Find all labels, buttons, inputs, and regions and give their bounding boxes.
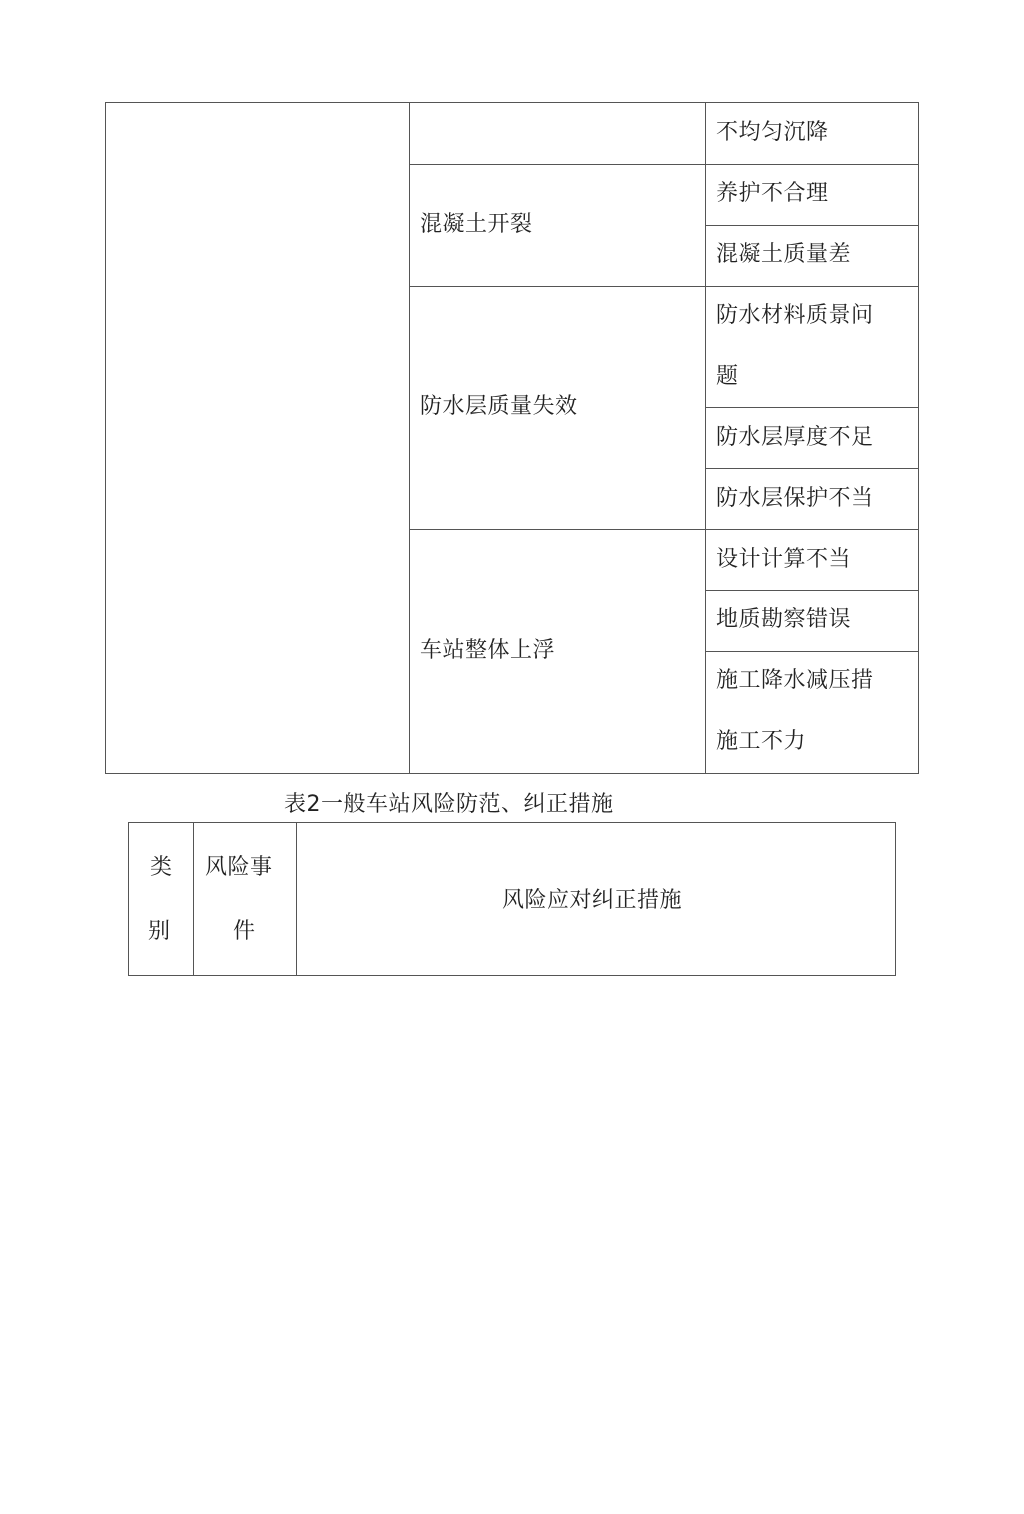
header-category: 别 <box>148 919 171 944</box>
table1-bottom-border <box>105 773 919 774</box>
table1-row-divider <box>409 164 919 165</box>
table1-right-border <box>918 102 919 774</box>
risk-cause-cell: 防水层厚度不足 <box>716 425 874 450</box>
risk-event-cell: 混凝土开裂 <box>420 212 533 237</box>
risk-cause-cell: 施工不力 <box>716 729 807 754</box>
table2-right-border <box>895 822 896 976</box>
risk-cause-cell: 防水层保护不当 <box>716 486 874 511</box>
risk-cause-cell: 防水材料质景问 <box>716 303 874 328</box>
table1-left-border <box>105 102 106 774</box>
risk-cause-cell: 设计计算不当 <box>716 547 852 572</box>
table2-col-divider-1 <box>193 822 194 976</box>
risk-event-cell: 车站整体上浮 <box>420 638 556 663</box>
header-measures: 风险应对纠正措施 <box>502 888 683 913</box>
table1-col-divider-2 <box>705 102 706 774</box>
risk-cause-cell: 施工降水减压措 <box>716 668 874 693</box>
header-category: 类 <box>150 855 173 880</box>
table2-top-border <box>128 822 896 823</box>
table1-cause-divider <box>705 651 919 652</box>
header-risk-event: 件 <box>233 919 256 944</box>
risk-cause-cell: 养护不合理 <box>716 181 829 206</box>
table1-top-border <box>105 102 919 103</box>
table-caption: 表2一般车站风险防范、纠正措施 <box>284 792 614 817</box>
risk-cause-cell: 题 <box>716 364 739 389</box>
table1-col-divider-1 <box>409 102 410 774</box>
table2-col-divider-2 <box>296 822 297 976</box>
table2-bottom-border <box>128 975 896 976</box>
risk-cause-cell: 地质勘察错误 <box>716 607 852 632</box>
table1-row-divider <box>409 529 919 530</box>
table1-cause-divider <box>705 590 919 591</box>
table2-left-border <box>128 822 129 976</box>
risk-cause-cell: 不均匀沉降 <box>716 120 829 145</box>
risk-cause-cell: 混凝土质量差 <box>716 242 852 267</box>
header-risk-event: 风险事 <box>205 855 273 880</box>
table1-cause-divider <box>705 407 919 408</box>
risk-event-cell: 防水层质量失效 <box>420 394 578 419</box>
table1-cause-divider <box>705 225 919 226</box>
table1-row-divider <box>409 286 919 287</box>
table1-cause-divider <box>705 468 919 469</box>
